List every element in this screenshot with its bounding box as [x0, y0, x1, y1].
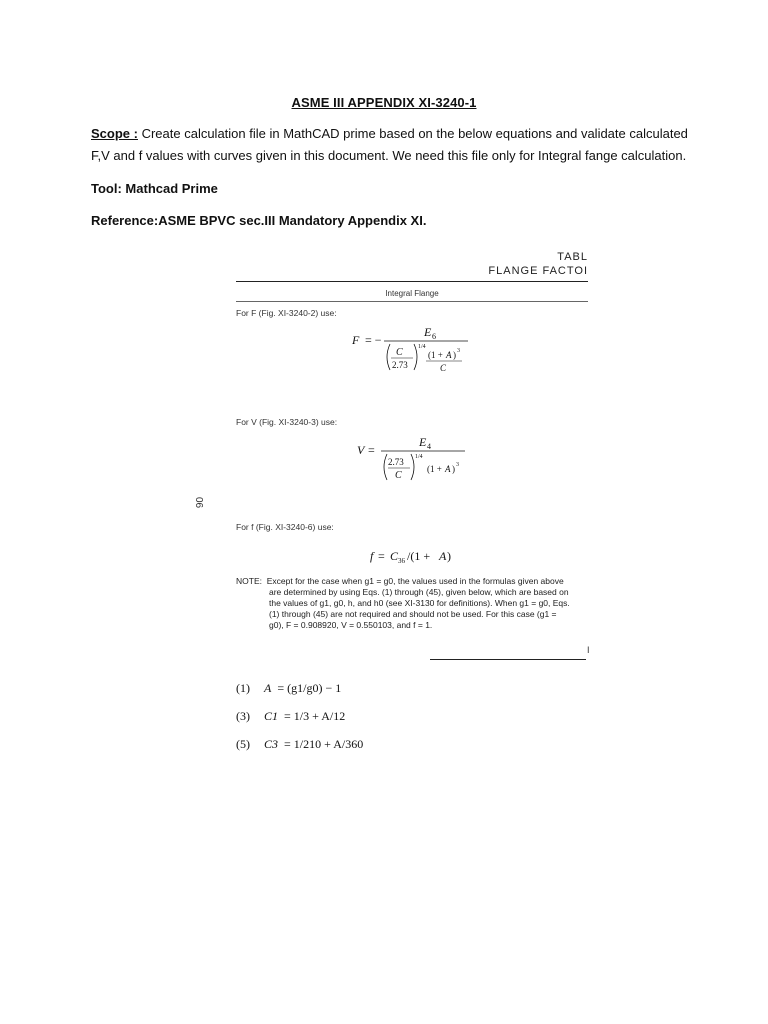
- svg-text:4: 4: [427, 442, 431, 451]
- svg-text:V: V: [357, 443, 365, 457]
- equation-lhs: C3: [264, 737, 279, 751]
- formula-e6-sub: 6: [432, 332, 436, 341]
- small-f-formula: [365, 545, 475, 567]
- column-header-rule: [236, 301, 588, 302]
- svg-text:1/4: 1/4: [415, 454, 423, 460]
- scope-text-line1: Create calculation file in MathCAD prime based on the below equations and validate calculated: [137, 126, 688, 141]
- tool-label: Tool:: [91, 181, 122, 196]
- equation-1: [236, 681, 341, 696]
- svg-text:/(1 +: /(1 +: [407, 549, 431, 563]
- edge-mark: I: [587, 645, 590, 655]
- note-line1: Except for the case when g1 = g0, the values used in the formulas given above: [266, 576, 564, 586]
- equation-lhs: A: [264, 681, 272, 695]
- table-title: FLANGE FACTOI: [488, 265, 588, 277]
- v-formula: [345, 430, 485, 490]
- equation-rhs: = 1/3 + A/12: [284, 709, 346, 723]
- column-header: Integral Flange: [385, 289, 439, 298]
- f-caption: For F (Fig. XI-3240-2) use:: [236, 308, 337, 318]
- table-top-rule: [236, 281, 588, 282]
- scope-paragraph: [91, 123, 691, 167]
- small-f-caption: For f (Fig. XI-3240-6) use:: [236, 522, 334, 532]
- svg-text:(1 +: (1 +: [428, 350, 443, 360]
- svg-text:=: =: [368, 443, 375, 457]
- v-caption: For V (Fig. XI-3240-3) use:: [236, 417, 338, 427]
- equation-3: [236, 709, 345, 724]
- reference-paragraph: [91, 210, 691, 232]
- tool-paragraph: [91, 178, 691, 200]
- note-line3: the values of g1, g0, h, and h0 (see XI-3130 for definitions). When g1 = g0, Eqs.: [269, 598, 570, 608]
- svg-text:3: 3: [456, 462, 459, 468]
- svg-text:E: E: [419, 435, 427, 449]
- svg-text:=: =: [378, 549, 385, 563]
- svg-text:): ): [452, 464, 455, 474]
- reference-value: ASME BPVC sec.III Mandatory Appendix XI.: [158, 213, 427, 228]
- rotated-page-number: 06: [193, 496, 205, 509]
- table-note: [236, 576, 596, 631]
- svg-text:): ): [453, 350, 456, 360]
- svg-text:C: C: [440, 363, 447, 373]
- svg-text:A: A: [446, 350, 452, 360]
- equation-rhs: = 1/210 + A/360: [284, 737, 364, 751]
- svg-text:2.73: 2.73: [392, 360, 408, 370]
- svg-text:A: A: [439, 549, 447, 563]
- f-formula: [340, 320, 490, 380]
- note-line2: are determined by using Eqs. (1) through (45), given below, which are based on: [269, 587, 569, 597]
- equation-number: (3): [236, 709, 250, 723]
- svg-text:1/4: 1/4: [418, 344, 426, 350]
- reference-label: Reference:: [91, 213, 159, 228]
- equation-number: (5): [236, 737, 250, 751]
- document-title: ASME III APPENDIX XI-3240-1: [291, 95, 477, 110]
- table-bottom-rule: [430, 659, 586, 660]
- note-line5: g0), F = 0.908920, V = 0.550103, and f = 1.: [269, 620, 433, 630]
- scope-label: Scope :: [91, 126, 138, 141]
- equation-rhs: = (g1/g0) − 1: [277, 681, 342, 695]
- note-line4: (1) through (45) are not required and should not be used. For this case (g1 =: [269, 609, 557, 619]
- note-label: NOTE:: [236, 576, 262, 586]
- equation-number: (1): [236, 681, 250, 695]
- svg-text:C: C: [396, 347, 403, 358]
- svg-text:): ): [447, 549, 451, 563]
- formula-equals: = −: [365, 333, 382, 347]
- svg-text:(1 +: (1 +: [427, 464, 442, 474]
- equation-5: [236, 737, 363, 752]
- svg-text:A: A: [445, 464, 451, 474]
- svg-text:3: 3: [457, 348, 460, 354]
- svg-text:C: C: [395, 470, 402, 481]
- tool-value: Mathcad Prime: [121, 181, 218, 196]
- svg-text:2.73: 2.73: [388, 457, 404, 467]
- equation-lhs: C1: [264, 709, 279, 723]
- svg-text:f: f: [370, 549, 374, 563]
- formula-e6: E: [424, 325, 432, 339]
- table-label: TABL: [557, 251, 588, 263]
- scope-text-line2: F,V and f values with curves given in this document. We need this file only for Integral fange calculation.: [91, 148, 687, 163]
- svg-text:36: 36: [398, 557, 405, 565]
- formula-f-lhs: F: [352, 333, 360, 347]
- svg-text:C: C: [390, 549, 399, 563]
